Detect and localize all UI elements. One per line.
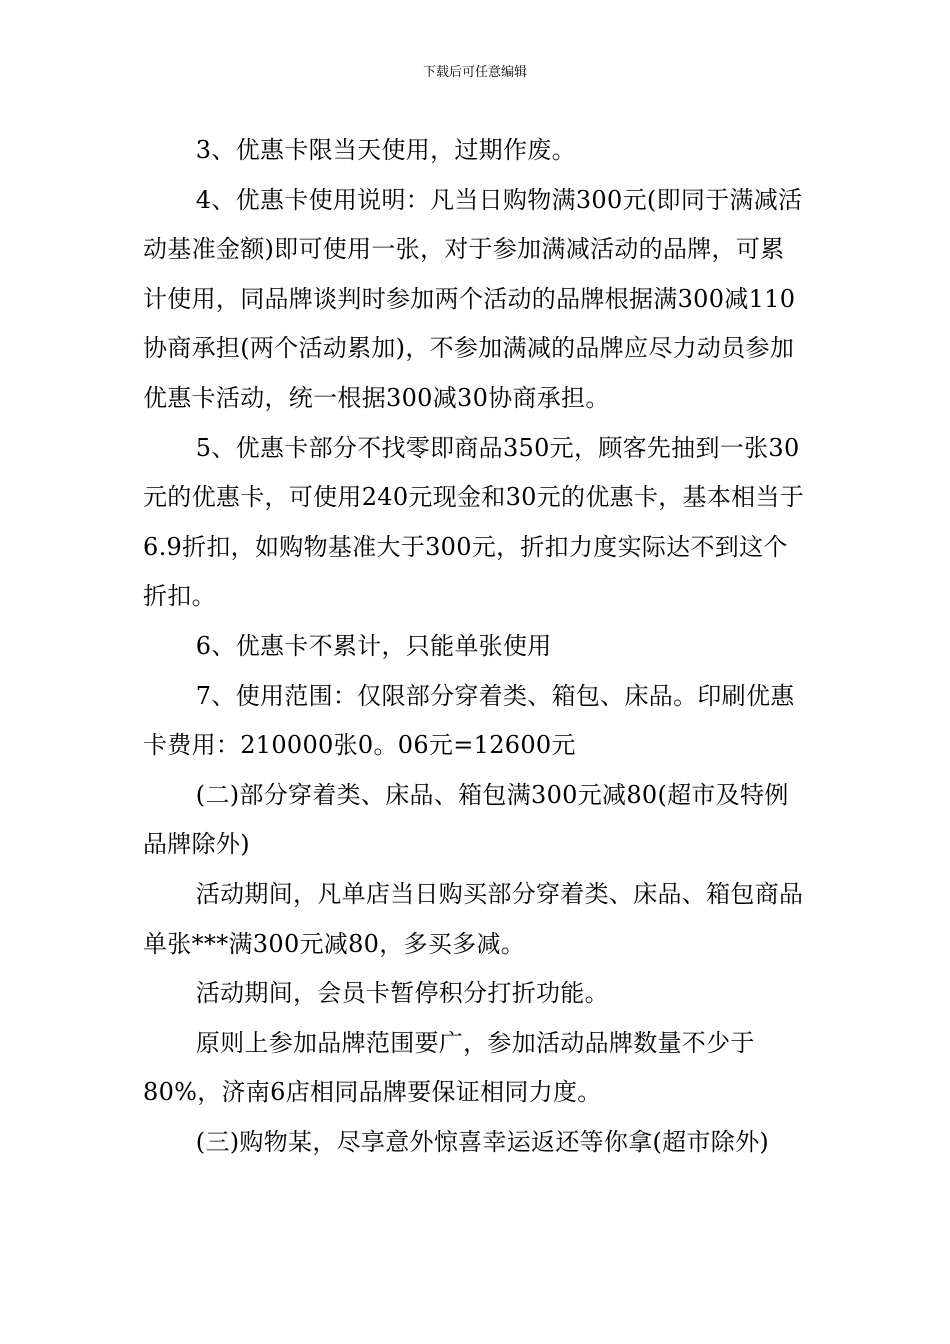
paragraph-brand-principle: 原则上参加品牌范围要广，参加活动品牌数量不少于80%，济南6店相同品牌要保证相同力度。 (143, 1028, 755, 1107)
paragraph-usage-instructions: 4、优惠卡使用说明：凡当日购物满300元(即同于满减活动基准金额)即可使用一张，对于参加满减活动的品牌，可累计使用，同品牌谈判时参加两个活动的品牌根据满300减110协商承担(两个活动累加)，不参加满减的品牌应尽力动员参加优惠卡活动，统一根据300减30协商承担。 (143, 185, 803, 412)
paragraph-no-accumulate: 6、优惠卡不累计，只能单张使用 (195, 631, 552, 660)
paragraph-no-change: 5、优惠卡部分不找零即商品350元，顾客先抽到一张30元的优惠卡，可使用240元现金和30元的优惠卡，基本相当于6.9折扣，如购物基准大于300元，折扣力度实际达不到这个折扣。 (143, 433, 805, 611)
paragraph-member-card: 活动期间，会员卡暂停积分打折功能。 (195, 979, 609, 1008)
paragraph-validity: 3、优惠卡限当天使用，过期作废。 (195, 136, 576, 164)
paragraph-activity-period: 活动期间，凡单店当日购买部分穿着类、床品、箱包商品单张***满300元减80，多买多减。 (143, 879, 804, 958)
section-heading-two: (二)部分穿着类、床品、箱包满300元减80(超市及特例品牌除外) (143, 780, 789, 859)
section-heading-three: (三)购物某，尽享意外惊喜幸运返还等你拿(超市除外) (195, 1127, 770, 1156)
page-header: 下载后可任意编辑 (422, 65, 527, 80)
paragraph-usage-scope: 7、使用范围：仅限部分穿着类、箱包、床品。印刷优惠卡费用：210000张0。06元=12600元 (143, 681, 795, 760)
document-body (143, 126, 807, 1167)
